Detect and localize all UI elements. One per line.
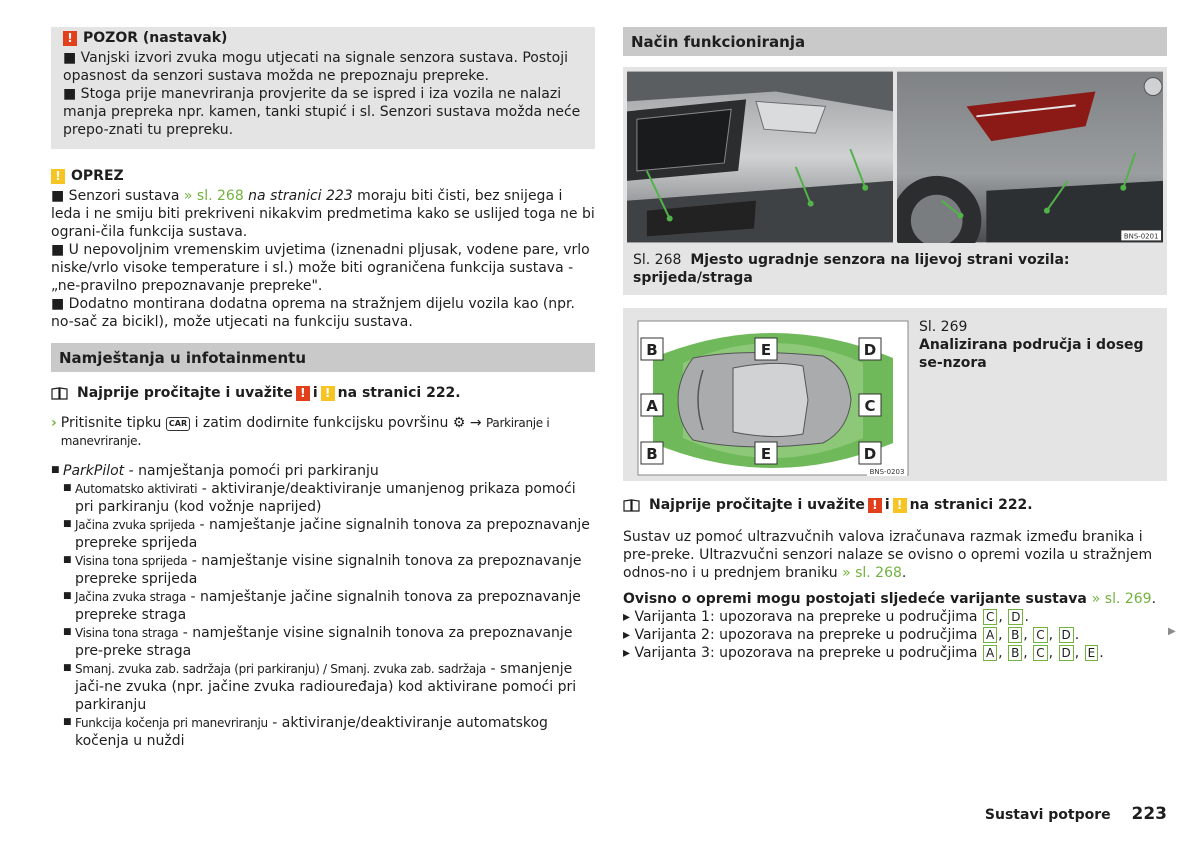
option-label: Jačina zvuka straga (75, 590, 187, 604)
caution-box (51, 163, 595, 331)
left-column (51, 27, 595, 750)
warning-icon: ! (296, 386, 310, 401)
caution-title: OPREZ (71, 168, 124, 184)
caution-text-1a: ■ Senzori sustava (51, 188, 184, 204)
list-item (63, 624, 595, 660)
list-item (63, 588, 595, 624)
book-icon (623, 499, 640, 512)
list-item: ▸ Varijanta 2: upozorava na prepreke u područjima A , B , C , D . (623, 626, 1167, 644)
variants-heading (623, 590, 1167, 608)
caution-heading (51, 167, 595, 185)
variant-text: Varijanta 3: upozorava na prepreke u područjima (634, 645, 978, 661)
figure-268-code: BNS-0201 (1123, 232, 1159, 241)
list-item (63, 480, 595, 516)
list-item (63, 714, 595, 750)
zone-label-c: C (864, 397, 876, 415)
parkpilot-list (51, 462, 595, 750)
read-first-page: na stranici 222. (337, 385, 461, 401)
warning-title: POZOR (nastavak) (83, 30, 228, 46)
instruction-step (51, 414, 595, 450)
figure-269-title: Analizirana područja i doseg se-nzora (919, 337, 1144, 371)
zone-badge: D (1008, 609, 1023, 625)
section-heading-function: Način funkcioniranja (623, 27, 1167, 56)
option-desc: - namještanje visine signalnih tonova za prepoznavanje pre-preke straga (75, 625, 573, 659)
figure-269 (623, 308, 1167, 481)
option-desc: - namještanje jačine signalnih tonova za prepoznavanje prepreke sprijeda (75, 517, 590, 551)
step-end: . (137, 433, 142, 449)
parkpilot-options (63, 480, 595, 750)
warning-box (51, 27, 595, 149)
read-first-page: na stranici 222. (909, 497, 1033, 513)
option-desc: - aktiviranje/deaktiviranje automatskog kočenja u nuždi (75, 715, 548, 749)
option-label: Automatsko aktivirati (75, 482, 198, 496)
footer-section: Sustavi potpore (984, 807, 1111, 823)
warning-icon: ! (868, 498, 882, 513)
list-item-parkpilot (51, 462, 595, 750)
figure-269-caption (913, 308, 1159, 481)
figure-link[interactable]: » sl. 269 (1091, 591, 1152, 607)
step-text (61, 414, 595, 450)
page-footer (985, 805, 1167, 824)
caution-text-1b: moraju biti čisti, bez snijega i leda i ne smiju biti prekriveni nikakvim predmetima kako se uslijed toga ne bi ograni-čila funkcija sustava. (51, 188, 595, 240)
warning-text-1: ■ Vanjski izvori zvuka mogu utjecati na signale senzora sustava. Postoji opasnost da senzori sustava možda ne prepoznaju prepreke. (63, 50, 569, 84)
read-first-text: Najprije pročitajte i uvažite (649, 497, 865, 513)
zone-label-b-front: B (646, 341, 658, 359)
option-label: Jačina zvuka sprijeda (75, 518, 196, 532)
rear-bumper-photo (897, 71, 1163, 243)
warning-icon: ! (63, 31, 77, 46)
read-first-text: Najprije pročitajte i uvažite (77, 385, 293, 401)
zone-label-e-front: E (760, 341, 772, 359)
caution-text-2: ■ U nepovoljnim vremenskim uvjetima (iznenadni pljusak, vodene pare, vrlo niske/vrlo visoke temperature i sl.) može biti ograničena funkcija sustava - „ne-pravilno prepoznavanje prepreke". (51, 242, 590, 294)
car-key-icon: CAR (166, 417, 190, 431)
option-desc: - smanjenje jači-ne zvuka (npr. jačine zvuka radiouređaja) kod aktivirane pomoći pri parkiranju (75, 661, 577, 713)
list-item (63, 516, 595, 552)
function-text: Sustav uz pomoć ultrazvučnih valova izračunava razmak između branika i pre-preke. Ultrazvučni senzori nalaze se ovisno o opremi vozila u stražnjem odnos-no i u prednjem braniku (623, 529, 1153, 581)
option-label: Visina tona straga (75, 626, 179, 640)
warning-heading (63, 29, 583, 47)
read-first-note (51, 384, 595, 402)
option-label: Funkcija kočenja pri manevriranju (75, 716, 268, 730)
variant-text: Varijanta 2: upozorava na prepreke u područjima (634, 627, 978, 643)
figure-268-title: Mjesto ugradnje senzora na lijevoj strani vozila: sprijeda/straga (633, 252, 1070, 286)
front-bumper-photo (627, 71, 893, 243)
figure-268 (623, 67, 1167, 295)
option-label: Smanj. zvuka zab. sadržaja (pri parkiranju) / Smanj. zvuka zab. sadržaja (75, 662, 487, 676)
zone-badge: D (1059, 645, 1074, 661)
section-heading-infotainment: Namještanja u infotainmentu (51, 343, 595, 372)
list-item: ▸ Varijanta 3: upozorava na prepreke u područjima A , B , C , D , E . (623, 644, 1167, 662)
variants-heading-text: Ovisno o opremi mogu postojati sljedeće varijante sustava (623, 591, 1092, 607)
zone-badge: B (1008, 627, 1022, 643)
menu-path: Parkiranje i manevriranje (60, 416, 550, 448)
step-arrow: → (469, 415, 482, 431)
zone-badge: A (983, 645, 997, 661)
zone-badge: C (1033, 645, 1047, 661)
figure-269-code: BNS-0203 (869, 468, 905, 476)
parkpilot-desc: - namještanja pomoći pri parkiranju (124, 463, 379, 479)
figure-link[interactable]: » sl. 268 (842, 565, 902, 581)
caution-icon: ! (893, 498, 907, 513)
read-first-note-right (623, 496, 1167, 514)
step-text-a: Pritisnite tipku (60, 415, 162, 431)
read-first-and: i (884, 497, 890, 513)
figure-268-number: Sl. 268 (633, 252, 682, 268)
caution-text-1 (51, 187, 595, 241)
option-desc: - namještanje visine signalnih tonova za prepoznavanje prepreke sprijeda (75, 553, 582, 587)
figure-link[interactable]: » sl. 268 (183, 188, 244, 204)
page-number: 223 (1131, 804, 1167, 824)
function-text-end: . (901, 565, 907, 581)
zone-badge: E (1085, 645, 1099, 661)
variant-list (623, 608, 1167, 662)
zone-badge: B (1008, 645, 1022, 661)
step-text-b: i zatim dodirnite funkcijsku površinu (194, 415, 449, 431)
variants-heading-end: . (1151, 591, 1157, 607)
zone-badge: C (983, 609, 997, 625)
caution-icon: ! (321, 386, 335, 401)
zone-label-d-rear: D (863, 445, 877, 463)
step-arrow-icon: › (51, 415, 57, 431)
figure-269-number: Sl. 269 (919, 319, 968, 335)
zone-label-b-rear: B (646, 445, 658, 463)
sensor-range-diagram (623, 308, 913, 481)
caution-icon: ! (51, 169, 65, 184)
zone-badge: C (1033, 627, 1047, 643)
zone-label-d-front: D (863, 341, 877, 359)
zone-label-a: A (646, 397, 658, 415)
warning-text-2: ■ Stoga prije manevriranja provjerite da se ispred i iza vozila ne nalazi manja prepreka npr. kamen, tanki stupić i sl. Senzori sustava možda neće prepo-znati tu prepreku. (63, 86, 581, 138)
right-column (623, 27, 1167, 662)
caution-page-ref: na stranici 223 (243, 188, 353, 204)
book-icon (51, 387, 68, 400)
list-item (63, 552, 595, 588)
list-item (63, 660, 595, 714)
function-paragraph (623, 528, 1167, 582)
parkpilot-name: ParkPilot (63, 463, 125, 479)
gear-icon: ⚙ (452, 415, 466, 431)
zone-badge: D (1059, 627, 1074, 643)
option-desc: - aktiviranje/deaktiviranje umanjenog prikaza pomoći pri parkiranju (kod vožnje naprijed) (75, 481, 576, 515)
read-first-and: i (312, 385, 318, 401)
figure-268-caption (627, 243, 1163, 295)
figure-268-images (627, 71, 1163, 243)
option-label: Visina tona sprijeda (75, 554, 188, 568)
variant-text: Varijanta 1: upozorava na prepreke u područjima (634, 609, 978, 625)
zone-badge: A (983, 627, 997, 643)
continue-arrow-icon: ▶ (1168, 626, 1176, 637)
option-desc: - namještanje jačine signalnih tonova za prepoznavanje prepreke straga (75, 589, 581, 623)
list-item: ▸ Varijanta 1: upozorava na prepreke u područjima C , D . (623, 608, 1167, 626)
zone-label-e-rear: E (760, 445, 772, 463)
caution-text-3: ■ Dodatno montirana dodatna oprema na stražnjem dijelu vozila kao (npr. no-sač za bicikl), može utjecati na funkciju sustava. (51, 296, 575, 330)
